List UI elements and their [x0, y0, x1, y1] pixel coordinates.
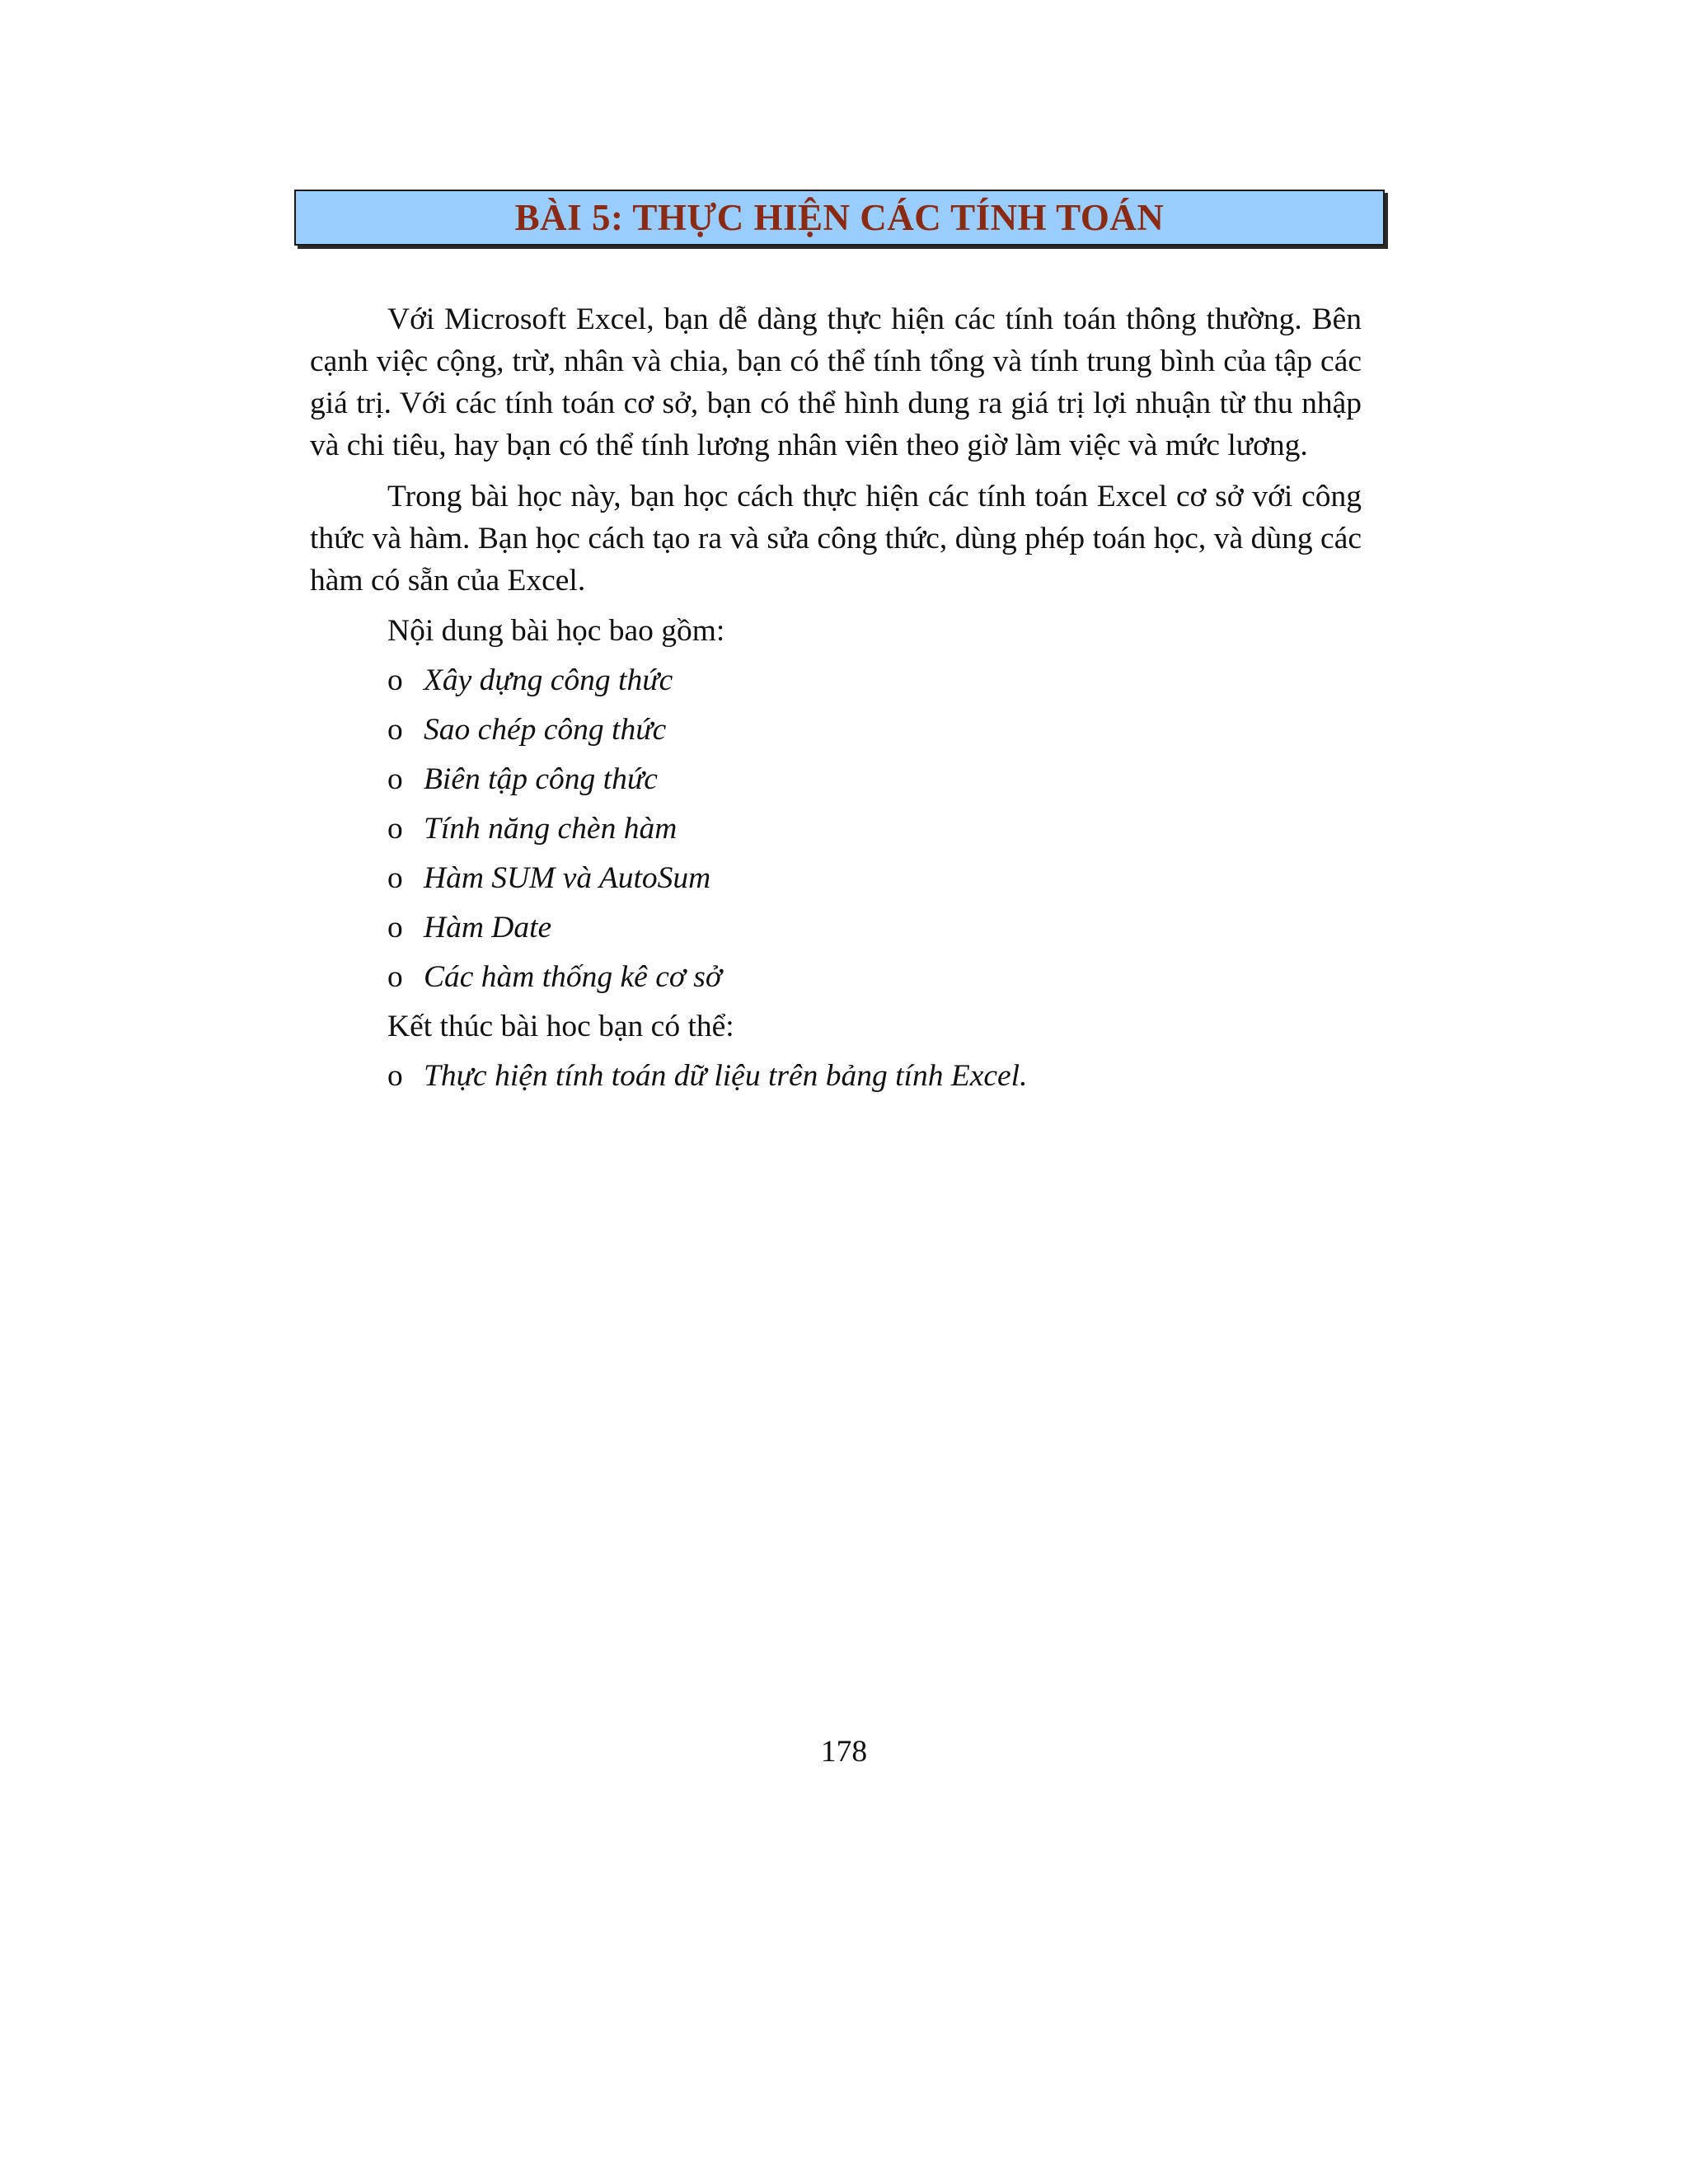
- bullet-icon: o: [387, 911, 403, 944]
- bullet-icon: o: [387, 960, 403, 994]
- list-item: [310, 907, 1362, 949]
- bullet-icon: o: [387, 861, 403, 895]
- contents-intro: Nội dung bài học bao gồm:: [387, 614, 725, 648]
- list-item: [310, 1055, 1362, 1097]
- list-item-text: Hàm Date: [424, 911, 552, 944]
- list-item-text: Xây dựng công thức: [424, 663, 673, 697]
- page-number: 178: [820, 1735, 868, 1769]
- list-item: [310, 956, 1362, 998]
- bullet-icon: o: [387, 1059, 403, 1093]
- outcome-list: [310, 1055, 1362, 1097]
- list-item-text: Tính năng chèn hàm: [424, 812, 678, 846]
- intro-paragraph-2: Trong bài học này, bạn học cách thực hiện các tính toán Excel cơ sở với công thức và hàm. Bạn học cách tạo ra và sửa công thức, dùng phép toán học, và dùng các hàm có sẵn của Excel.: [310, 480, 1362, 598]
- bullet-icon: o: [387, 663, 403, 697]
- lesson-title-box: [294, 190, 1385, 246]
- list-item-text: Hàm SUM và AutoSum: [424, 861, 711, 895]
- list-item: [310, 758, 1362, 800]
- bullet-icon: o: [387, 713, 403, 747]
- lesson-body: [310, 298, 1362, 1104]
- list-item-text: Các hàm thống kê cơ sở: [424, 960, 722, 994]
- list-item: [310, 808, 1362, 850]
- intro-paragraph-1: Với Microsoft Excel, bạn dễ dàng thực hiện các tính toán thông thường. Bên cạnh việc cộng, trừ, nhân và chia, bạn có thể tính tổng và tính trung bình của tập các giá trị. Với các tính toán cơ sở, bạn có thể hình dung ra giá trị lợi nhuận từ thu nhập và chi tiêu, hay bạn có thể tính lương nhân viên theo giờ làm việc và mức lương.: [310, 302, 1362, 462]
- contents-list: [310, 659, 1362, 998]
- outcome-intro: Kết thúc bài hoc bạn có thể:: [387, 1010, 734, 1043]
- lesson-title: BÀI 5: THỰC HIỆN CÁC TÍNH TOÁN: [514, 197, 1165, 238]
- list-item-text: Sao chép công thức: [424, 713, 667, 747]
- list-item-text: Biên tập công thức: [424, 762, 658, 796]
- bullet-icon: o: [387, 762, 403, 796]
- list-item: [310, 659, 1362, 701]
- list-item: [310, 857, 1362, 899]
- bullet-icon: o: [387, 812, 403, 846]
- list-item-text: Thực hiện tính toán dữ liệu trên bảng tính Excel.: [424, 1059, 1028, 1093]
- list-item: [310, 709, 1362, 751]
